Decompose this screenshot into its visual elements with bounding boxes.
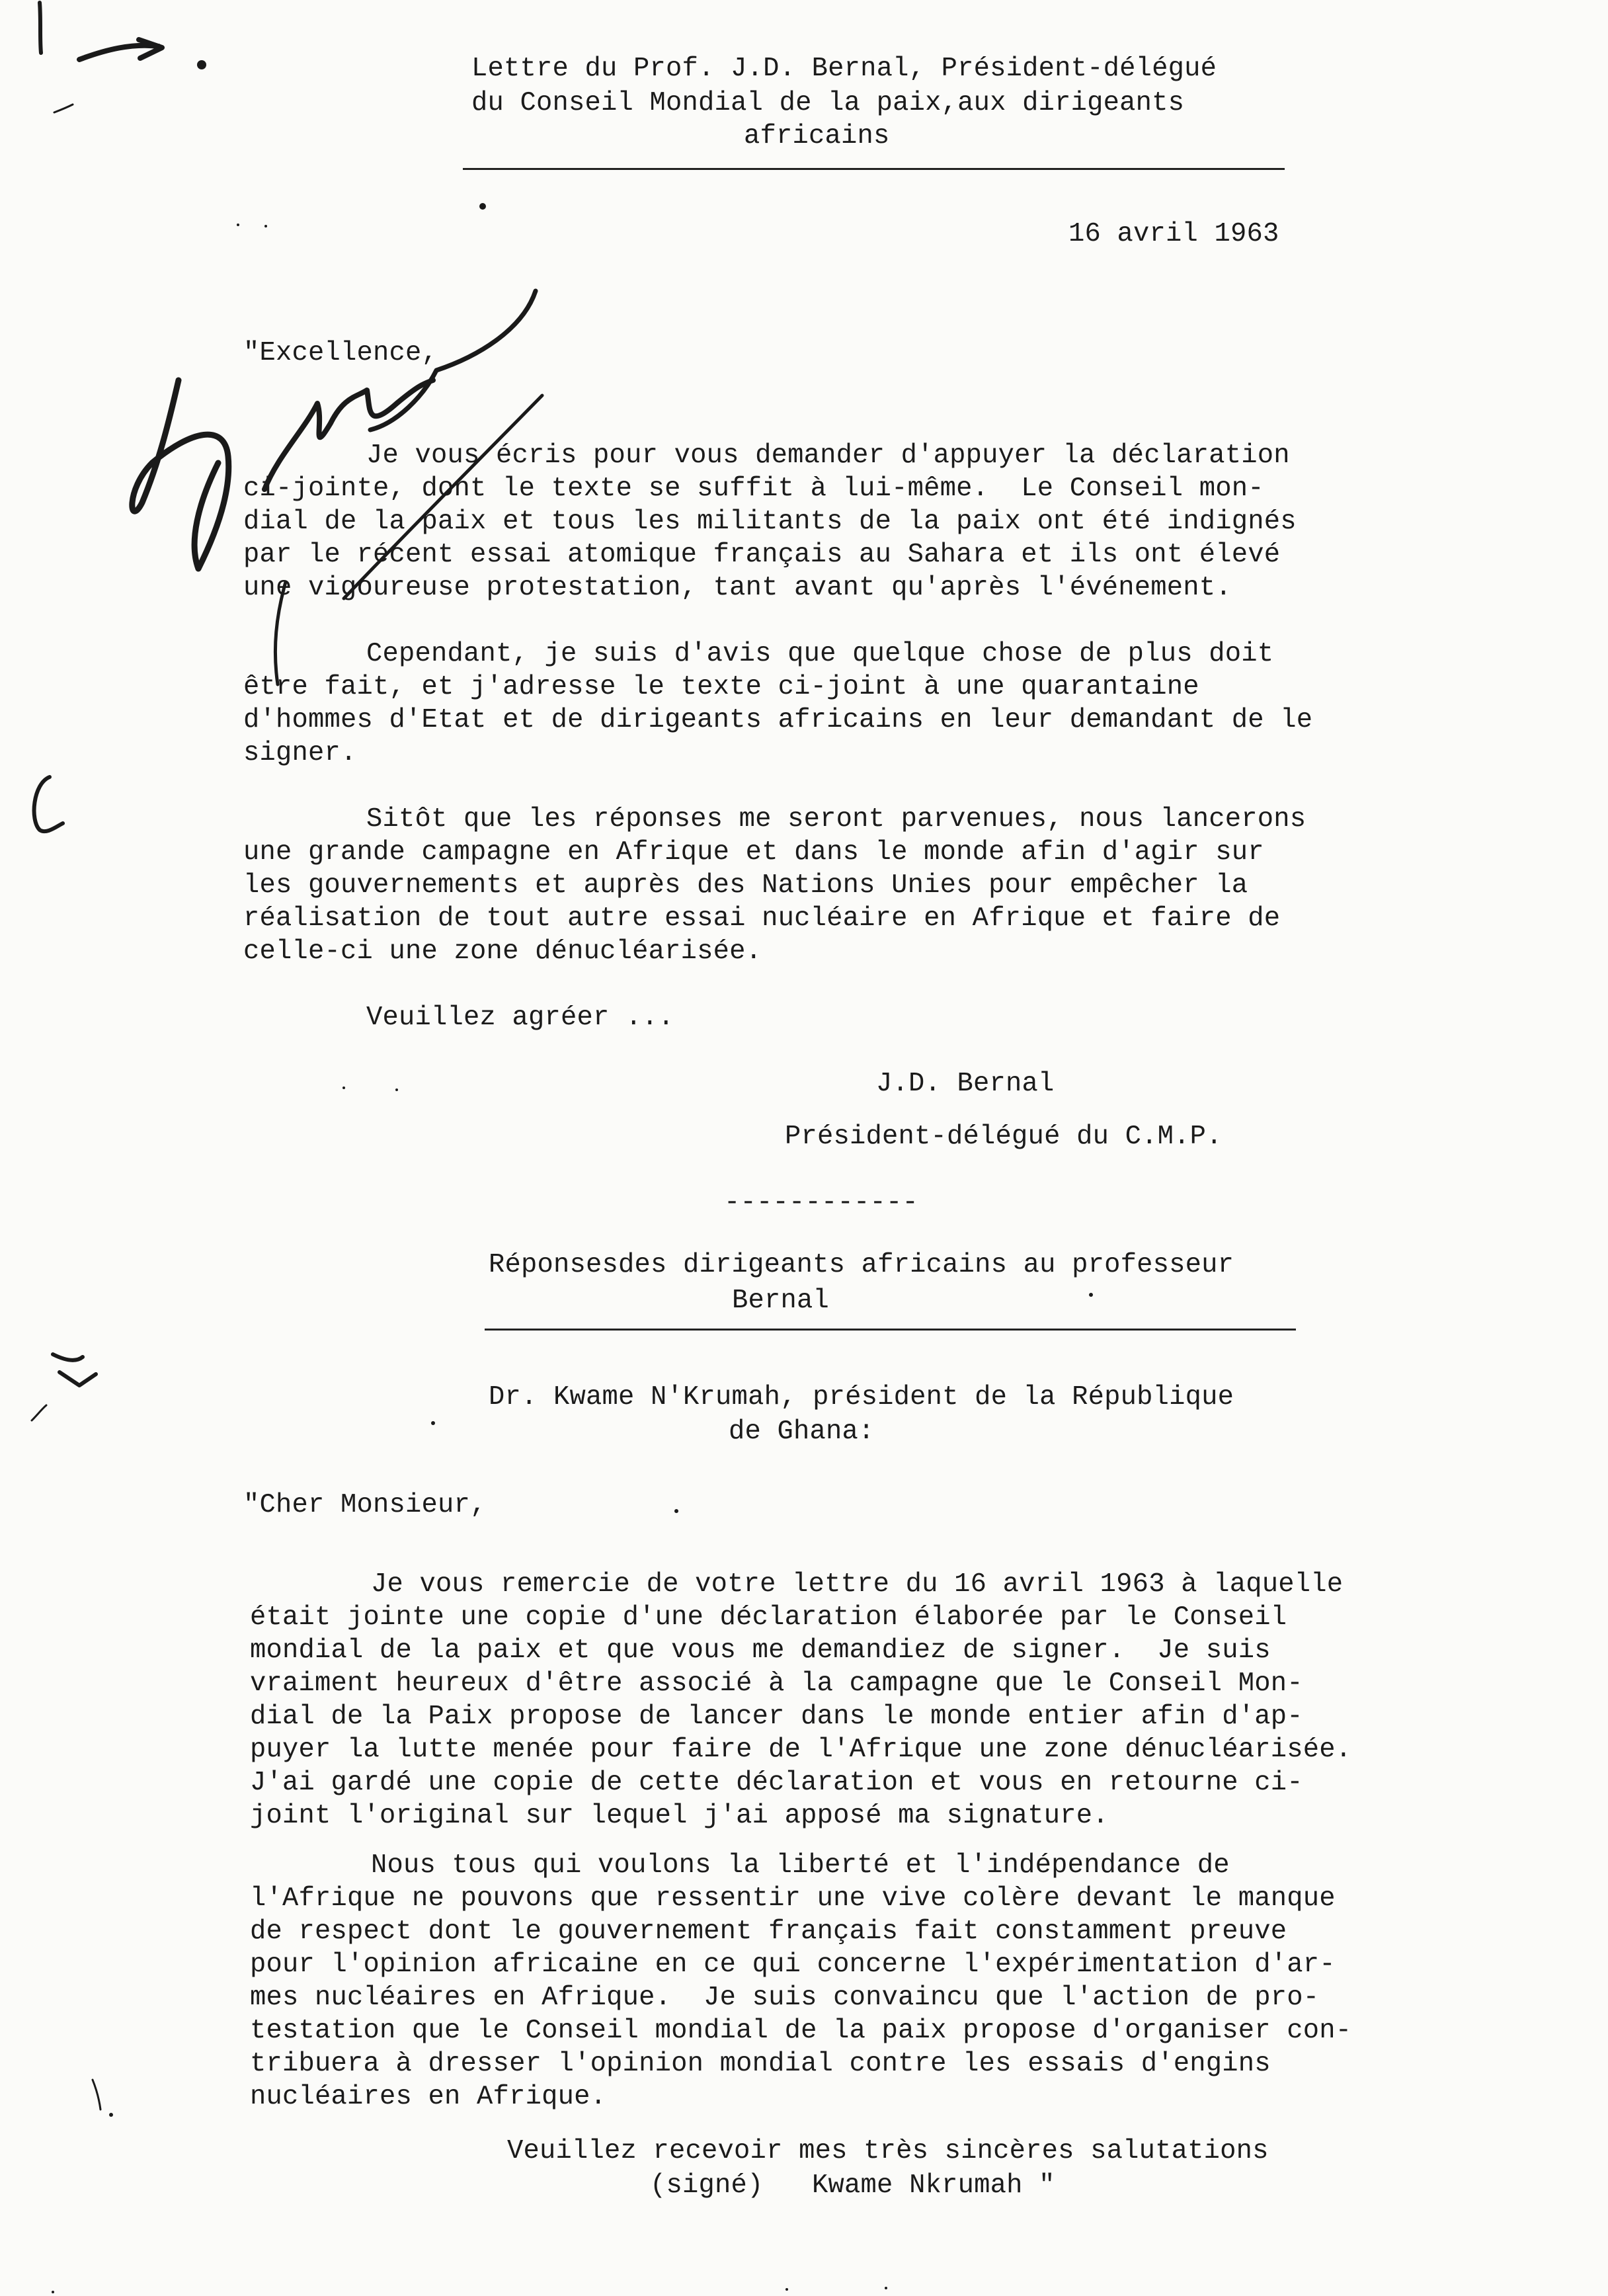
reply-p2-line-6: testation que le Conseil mondial de la paix propose d'organiser con- bbox=[250, 2016, 1352, 2046]
letter-p3-line-3: les gouvernements et auprès des Nations Unies pour empêcher la bbox=[243, 870, 1248, 901]
header-title-line-3: africains bbox=[744, 121, 890, 151]
reply-p2-line-7: tribuera à dresser l'opinion mondial contre les essais d'engins bbox=[250, 2049, 1271, 2079]
letter-p1-line-4: par le récent essai atomique français au Sahara et ils ont élevé bbox=[243, 540, 1281, 570]
margin-bracket-icon bbox=[34, 777, 63, 831]
responses-heading-rule bbox=[485, 1329, 1296, 1331]
reply-p1-line-1: Je vous remercie de votre lettre du 16 avril 1963 à laquelle bbox=[371, 1569, 1344, 1600]
letter-signature-title: Président-délégué du C.M.P. bbox=[785, 1122, 1223, 1152]
handwritten-initial-icon bbox=[132, 380, 229, 569]
header-title-line-1: Lettre du Prof. J.D. Bernal, Président-délégué bbox=[471, 54, 1217, 84]
reply-p2-line-1: Nous tous qui voulons la liberté et l'indépendance de bbox=[371, 1850, 1230, 1881]
letter-p1-line-3: dial de la paix et tous les militants de la paix ont été indignés bbox=[243, 507, 1297, 537]
letter-p2-line-4: signer. bbox=[243, 738, 357, 768]
reply-p2-line-4: pour l'opinion africaine en ce qui concerne l'expérimentation d'ar- bbox=[250, 1949, 1336, 1980]
letter-p3-line-4: réalisation de tout autre essai nucléaire en Afrique et faire de bbox=[243, 903, 1281, 934]
letter-date: 16 avril 1963 bbox=[1068, 219, 1279, 249]
reply-p2-line-3: de respect dont le gouvernement français fait constamment preuve bbox=[250, 1916, 1287, 1947]
letter-p2-line-3: d'hommes d'Etat et de dirigeants africains en leur demandant de le bbox=[243, 705, 1313, 735]
responses-heading-line-1: Réponsesdes dirigeants africains au professeur bbox=[489, 1250, 1234, 1280]
letter-closing: Veuillez agréer ... bbox=[366, 1003, 674, 1033]
respondent-line-2: de Ghana: bbox=[729, 1416, 875, 1447]
reply-closing-line-2: (signé) Kwame Nkrumah " bbox=[650, 2170, 1055, 2201]
section-separator: ------------ bbox=[724, 1188, 919, 1218]
letter-p3-line-1: Sitôt que les réponses me seront parvenues, nous lancerons bbox=[366, 804, 1306, 835]
header-title-line-2: du Conseil Mondial de la paix,aux dirigeants bbox=[471, 88, 1185, 118]
header-rule bbox=[463, 168, 1285, 170]
reply-p1-line-3: mondial de la paix et que vous me demandiez de signer. Je suis bbox=[250, 1635, 1271, 1666]
letter-p1-line-1: Je vous écris pour vous demander d'appuyer la déclaration bbox=[366, 440, 1290, 471]
reply-p1-line-7: J'ai gardé une copie de cette déclaration et vous en retourne ci- bbox=[250, 1768, 1303, 1798]
corner-arrow-icon bbox=[79, 40, 162, 60]
reply-p1-line-4: vraiment heureux d'être associé à la campagne que le Conseil Mon- bbox=[250, 1668, 1303, 1699]
letter-p1-line-2: ci-jointe, dont le texte se suffit à lui-même. Le Conseil mon- bbox=[243, 473, 1264, 504]
reply-p2-line-5: mes nucléaires en Afrique. Je suis convaincu que l'action de pro- bbox=[250, 1983, 1320, 2013]
reply-p2-line-8: nucléaires en Afrique. bbox=[250, 2082, 607, 2112]
reply-p1-line-6: puyer la lutte menée pour faire de l'Afrique une zone dénucléarisée. bbox=[250, 1735, 1352, 1765]
letter-p1-line-5: une vigoureuse protestation, tant avant qu'après l'événement. bbox=[243, 573, 1232, 603]
reply-salutation: "Cher Monsieur, bbox=[243, 1490, 487, 1520]
reply-p2-line-2: l'Afrique ne pouvons que ressentir une vive colère devant le manque bbox=[250, 1883, 1336, 1914]
reply-closing-line-1: Veuillez recevoir mes très sincères salutations bbox=[507, 2136, 1269, 2166]
reply-p1-line-2: était jointe une copie d'une déclaration élaborée par le Conseil bbox=[250, 1602, 1287, 1633]
letter-p2-line-1: Cependant, je suis d'avis que quelque chose de plus doit bbox=[366, 639, 1274, 669]
letter-p3-line-5: celle-ci une zone dénucléarisée. bbox=[243, 936, 762, 967]
letter-salutation: "Excellence, bbox=[243, 338, 438, 368]
responses-heading-line-2: Bernal bbox=[732, 1286, 830, 1316]
corner-mark-icon bbox=[40, 3, 41, 53]
letter-signature-name: J.D. Bernal bbox=[876, 1069, 1055, 1099]
letter-p2-line-2: être fait, et j'adresse le texte ci-joint à une quarantaine bbox=[243, 672, 1199, 702]
respondent-line-1: Dr. Kwame N'Krumah, président de la République bbox=[489, 1382, 1234, 1413]
letter-p3-line-2: une grande campagne en Afrique et dans le monde afin d'agir sur bbox=[243, 837, 1264, 868]
reply-p1-line-8: joint l'original sur lequel j'ai apposé ma signature. bbox=[250, 1801, 1109, 1831]
reply-p1-line-5: dial de la Paix propose de lancer dans le monde entier afin d'ap- bbox=[250, 1702, 1303, 1732]
margin-check-icon bbox=[53, 1354, 96, 1385]
